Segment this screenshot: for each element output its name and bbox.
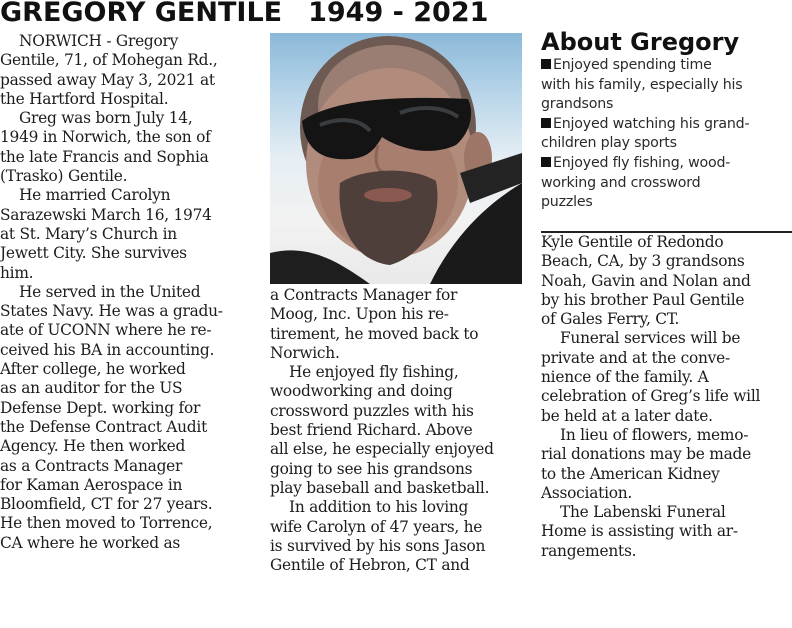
portrait-photo [270, 33, 522, 284]
text-line: at St. Mary’s Church in [0, 224, 177, 243]
paragraph [0, 32, 262, 51]
text-line: private and at the conve- [541, 348, 730, 367]
text-line: Home is assisting with ar- [541, 522, 738, 541]
text-line: going to see his grandsons [270, 459, 473, 478]
paragraph [270, 498, 528, 517]
text-line: grandsons [541, 96, 614, 113]
about-item [541, 56, 792, 115]
about-title: About Gregory [541, 28, 740, 56]
obituary-column-1 [0, 32, 262, 553]
text-line: passed away May 3, 2021 at [0, 70, 215, 89]
text-line: Greg was born July 14, [19, 109, 193, 128]
paragraph [541, 503, 792, 522]
text-line: woodworking and doing [270, 382, 453, 401]
text-line: is survived by his sons Jason [270, 536, 486, 555]
text-line: After college, he worked [0, 360, 186, 379]
paragraph [541, 426, 792, 445]
about-sidebar [541, 28, 792, 213]
text-line: as an auditor for the US [0, 379, 183, 398]
text-line: wife Carolyn of 47 years, he [270, 517, 483, 536]
life-dates: 1949 - 2021 [308, 0, 489, 28]
text-line: In addition to his loving [289, 498, 469, 517]
text-line: for Kaman Aerospace in [0, 475, 183, 494]
text-line: children play sports [541, 135, 677, 152]
text-line: best friend Richard. Above [270, 421, 473, 440]
text-line: working and crossword [541, 174, 701, 191]
text-line: Noah, Gavin and Nolan and [541, 271, 751, 290]
text-line: the Hartford Hospital. [0, 89, 169, 108]
text-line: him. [0, 263, 34, 282]
paragraph [0, 186, 262, 205]
obituary-column-3 [541, 233, 792, 561]
text-line: He then moved to Torrence, [0, 514, 213, 533]
text-line: Enjoyed spending time [553, 57, 712, 73]
obituary-column-2 [270, 286, 528, 575]
text-line: celebration of Greg’s life will [541, 387, 761, 406]
text-line: He enjoyed fly fishing, [289, 363, 459, 382]
text-line: States Navy. He was a gradu- [0, 302, 223, 321]
portrait-image [270, 33, 522, 284]
text-line: Gentile of Hebron, CT and [270, 556, 470, 575]
obituary-headline [0, 0, 488, 29]
deceased-name: GREGORY GENTILE [0, 0, 283, 28]
text-line: Enjoyed watching his grand- [553, 115, 750, 132]
text-line: Association. [541, 483, 633, 502]
text-line: as a Contracts Manager [0, 456, 183, 475]
text-line: rangements. [541, 541, 637, 560]
text-line: Bloomfield, CT for 27 years. [0, 495, 213, 514]
text-line: all else, he especially enjoyed [270, 440, 494, 459]
about-item [541, 154, 792, 213]
text-line: Jewett City. She survives [0, 244, 187, 263]
text-line: with his family, especially his [541, 76, 743, 93]
text-line: Agency. He then worked [0, 437, 186, 456]
paragraph [270, 363, 528, 382]
text-line: the late Francis and Sophia [0, 147, 209, 166]
text-line: of Gales Ferry, CT. [541, 310, 680, 329]
text-line: Gentile, 71, of Mohegan Rd., [0, 51, 218, 70]
text-line: NORWICH - Gregory [19, 32, 179, 50]
paragraph [541, 329, 792, 348]
text-line: He served in the United [19, 282, 201, 301]
text-line: In lieu of flowers, memo- [560, 425, 749, 444]
text-line: crossword puzzles with his [270, 401, 474, 420]
text-line: The Labenski Funeral [560, 503, 726, 522]
text-line: Defense Dept. working for [0, 398, 201, 417]
text-line: play baseball and basketball. [270, 478, 490, 497]
square-bullet-icon [541, 157, 551, 167]
text-line: Moog, Inc. Upon his re- [270, 305, 449, 324]
text-line: He married Carolyn [19, 186, 171, 205]
text-line: tirement, he moved back to [270, 324, 479, 343]
text-line: Kyle Gentile of Redondo [541, 233, 724, 251]
text-line: puzzles [541, 194, 593, 211]
text-line: the Defense Contract Audit [0, 417, 208, 436]
text-line: rial donations may be made [541, 445, 751, 464]
text-line: a Contracts Manager for [270, 286, 458, 304]
about-list [541, 56, 792, 213]
text-line: to the American Kidney [541, 464, 720, 483]
text-line: Beach, CA, by 3 grandsons [541, 252, 745, 271]
paragraph [0, 109, 262, 128]
text-line: by his brother Paul Gentile [541, 290, 745, 309]
paragraph [0, 283, 262, 302]
text-line: ceived his BA in accounting. [0, 340, 215, 359]
text-line: Norwich. [270, 343, 340, 362]
text-line: (Trasko) Gentile. [0, 167, 128, 186]
text-line: 1949 in Norwich, the son of [0, 128, 211, 147]
text-line: CA where he worked as [0, 533, 181, 552]
square-bullet-icon [541, 118, 551, 128]
text-line: Sarazewski March 16, 1974 [0, 205, 212, 224]
square-bullet-icon [541, 59, 551, 69]
text-line: be held at a later date. [541, 406, 713, 425]
text-line: nience of the family. A [541, 368, 709, 387]
about-item [541, 115, 792, 154]
text-line: Funeral services will be [560, 329, 741, 348]
text-line: ate of UCONN where he re- [0, 321, 212, 340]
text-line: Enjoyed fly fishing, wood- [553, 154, 731, 171]
